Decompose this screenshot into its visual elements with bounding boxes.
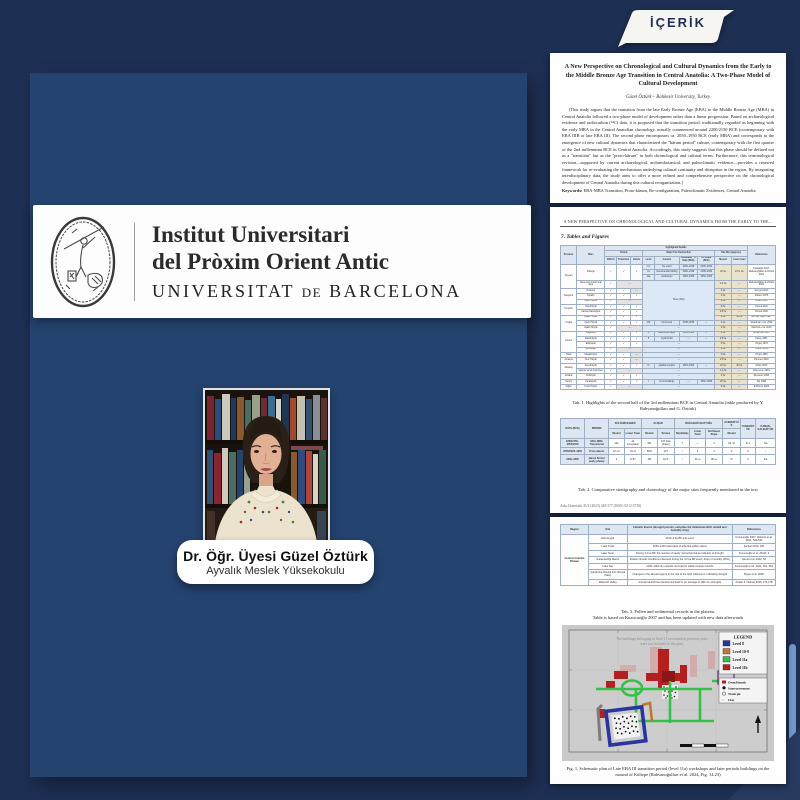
institute-name-block [152,221,462,302]
kiln-room [662,671,675,682]
figure-legend [719,632,767,674]
svg-text:≈: ≈ [722,698,724,703]
table-3-caption: Tab. 3. Pollen and sedimental records in the plateau. Table is based on Kuzucuoğlu 2007 and has been updated with new data afterwards [592,609,744,621]
content-tab-label: İÇERİK [649,15,707,30]
scale-bar [680,744,728,747]
running-header: A NEW PERSPECTIVE ON CHRONOLOGICAL AND CULTURAL DYNAMICS FROM THE EARLY TO THE... [560,219,776,227]
figure-note-line2: were not included in this plan. [640,642,684,647]
excavation-plan-svg [561,625,775,761]
speaker-affiliation: Ayvalık Meslek Yüksekokulu [206,564,345,577]
institute-name-line2: del Pròxim Orient Antic [152,249,389,274]
legend-label-level11b: Level 11b [732,666,748,671]
table-1-caption: Tab. 1. Highlights of the second half of the 3rd millennium BCE in Central Anatolia (table produced by Y. Rahvanoğulları and G. Öztürk) [572,400,764,412]
paper-abstract: [This study argues that the transition from the late Early Bronze Age (EBA) to the Middle Bronze Age (MBA) in Central Anatolia followed a two-phase model of development rather than a linear progression. Based on archaeological evidence and radiocarbon (¹⁴C) data, it is proposed that the transition period, traditionally regarded as beginning with the early MBA in the Central Anatolian chronology, actually commenced around 2200/2150 BCE (contemporary with EBA IIIB or late EBA III). The second phase encompasses ca. 2050–1950 BCE (early MBA) and corresponds to the emergence of new cultural dynamics that characterized the "kārum period" culture, contemporary with the first quarter of the 2nd millennium BCE in Central Anatolia. Accordingly, this study suggests that this phase should be defined not as a "transition" but as the "proto-kārum" in both chronological and cultural terms. Furthermore, this terminological revision—supported by current archaeological, archaeobotanical, and paleoclimatic evidence—provides a renewed framework for re-evaluating the mechanisms underlying cultural continuity and disruption in the region. By integrating interdisciplinary data, the study aims to offer a more refined and comprehensive perspective on the chronological development of Central Anatolia during this cultural reorganization.] [562,107,774,185]
figure-symbol-legend [719,678,767,703]
table-2-caption: Tab. 2. Comparative stratigraphy and chronology of the major sites frequently mentioned in the text [578,487,758,493]
excavation-plan-figure [561,625,775,761]
paper-page-1 [550,53,786,203]
figure-note-line1: The buildings belonging to level 11 excavated in previous years [616,637,708,642]
svg-text:Trash pit: Trash pit [728,692,741,697]
paper-title: A New Perspective on Chronological and Cultural Dynamics from the Early to the Middle Bronze Age Transition in Central Anatolia: A Two-Phase Model of Cultural Development [564,63,772,88]
banner-divider [134,223,135,301]
paper-keywords: Keywords: EBA-MBA Transition, Proto-kārum, Re-configuration, Paleoclimatic Evidences, Central Anatolia. [562,188,757,194]
svg-text:Oven/Hearth: Oven/Hearth [728,680,746,685]
legend-label-level10-9: Level 10-9 [732,650,749,655]
section-title: 7. Tables and Figures [561,234,610,240]
speaker-photo [203,388,330,544]
university-seal-logo [48,215,118,309]
speaker-name-card [177,540,374,584]
table-2-stratigraphy: DATA (BCE) PERIOD KÜLTEPE/KANEŠ ALİŞAR BOĞAZKÖY/HATTUŠA ACEMHÖYÜK YASSIHÖYÜK KAMAN-KALEHÖYÜK Mound Lower Town Mound Terrace Büyükkale Lower Town Northwest Slope Mound 2200/2150–2050/2026 EBA–MBA Transitional 13a 4b occupation 5M 13T (late phase) ? — 4 VII–VI III-1 IVa 2050/2026–1950 Proto-kārum 12–11 10–9 5bM 12T ↓ 4 4 V II ↓ 1950–1835 kārum Period (early phase) II 9–8? 4M 11cT ↓ 4b–a 8b–a IV II IIIa [560,418,776,482]
svg-text:Clay: Clay [728,698,735,703]
table-1-sites: Province Sites Highlighted Details References Period Major Fire Destruction Site Size (approx.) EBA III Transition kārum Level Context Calibrated ¹⁴C Data (BCE) C14 Data (BCE) Mound Lower town Kayseri Kültepe ✓ ✓ ✓ 13 fire event 2254–2139 2200–2150 20 ha 170+ ha Kulakoğlu 2017; Rahvanoğulları & Öztürk 2024 12 monumental building 2200–2128 2195–2030 11a workshops 2083–1950 2050–1950 Numerous small rural sites ✓ — None (N/A) 1-2 ha — Rahvanoğulları & Öztürk 2024 Nevşehir Ovaören ✓ ✓ — 2 ha — Şenyurt 2013 Topaklı ✓ ✓ ✓ 3 ha — Polacci 1975 Zank Höyük ✓ — 2 ha — Önder 2015 Kırşehir Yassıhöyük ✓ ✓ ✓ 9 ha — Omura 2011 Kaman-Kalehöyük ✓ ✓ ✓ 2.8 ha — Omura 2002 Yozgat Alişar Höyük ✓ ✓ ✓ 4 ha 12 ha von der Osten 1937 Çadır Höyük ✓ ✓ ✓ 11b burnt level 2198–2036 — 2 ha — Steadman et al. 2019 Uşaklı Höyük ✓ — — 2 ha — Mazzoni et al. 2019 Çorum Boğazköy ✓ ✓ ✓ 4 destruction layer 2030–1950 — 8 ha — Schachner 2017 Alacahöyük ✓ ✓ ✓ 5 royal tombs — — 4.5 ha — Koşay 1951 Eskiyapar ✓ ✓ ✓ — 5 ha — Özgüç 1978 Resuloğlu ✓ — — 2 ha — Yıldırım 2010 Tokat Maşathöyük ✓ ✓ — — 3 ha — Özgüç 1982 Amasya Oluz Höyük ✓ ✓ — — 2.5 ha — Dönmez 2018 Aksaray Acemhöyük ✓ ✓ ✓ III palatial complex 2015–1890 — 18 ha 40 ha Öztan 2012 Various small rural sites ✓ — — 1-2 ha — Ross et al. 2019 Ankara Külhöyük ✓ ✓ ✓ — 3 ha — Mermerci 1993 Konya Karahöyük ✓ ✓ ✓ I burnt buildings — 1950–1835 25 ha — Alp 1968 Niğde Kınık Höyük ✓ — — 6 ha — d'Alfonso 2020 [560,245,776,395]
legend-title: LEGEND [733,634,753,640]
figure-caption: Fig. 1. Schematic plan of Late EBA III transition period (level 11a) workshops and later periods buildings on the mound of Kültepe (Rahvanoğulları et al. 2024, Fig. 14.23) [566,766,770,778]
institute-banner [33,205,531,318]
legend-label-level11a: Level 11a [732,658,748,663]
institute-name-line1: Institut Universitari [152,222,350,247]
paper-author: Güzel Öztürk – Balıkesir University, Turkey [626,95,710,101]
svg-text:Stone pavement: Stone pavement [728,686,750,691]
journal-footer: Aula Orientalis 41/2 (2023) 349-377 (ISSN: 0212-5730) [560,504,642,508]
paper-page-2 [550,207,786,513]
content-tab [612,5,744,51]
table-3-climate: Region Site Climatic Events (drought periods; early/late 3rd millennium BCE rainfall and humidity drop) References Central Anatolia Plateau Eski Acıgöl 2150–2 ka BP arid event Kuzucuoğlu 2007; Roberts et al. 2001, 532-533 Lake Tuzla 2250–2145 (decrease of arboreal pollen ratios) Şenkul 2019, 105 Lake Tecer During 4.2 ka BP, the number of sandy microcharcoal as indicator of drought Kuzucuoğlu et al. 2011b, 3 Sultansazlığı Marsh Drastic climatic conditions observed during the 4.2 ka BP event; drop in humidity (25%) Şenel et al. 2022, 53 Lake Nar 2150–1900 dry episode recorded in stable isotope records Kuzucuoğlu et al. 2021, 351, 363 Çarşamba Alluvial Fan (Konya Plain) Changes in the alluvial regime in the mid of the third millennium, indicating drought Boyer et al. 2006 Melendiz Valley Annual rainfall has transformed itself to an average of 180 mm (drought) Arıkan & Yıldıran 2016, 174-178 [560,524,776,604]
speaker-name: Dr. Öğr. Üyesi Güzel Öztürk [183,547,368,564]
legend-label-level8: Level 8 [732,642,744,647]
speaker-portrait-illustration [205,390,328,542]
university-name: UNIVERSITAT DE BARCELONA [152,281,462,301]
paper-page-3 [550,517,786,784]
